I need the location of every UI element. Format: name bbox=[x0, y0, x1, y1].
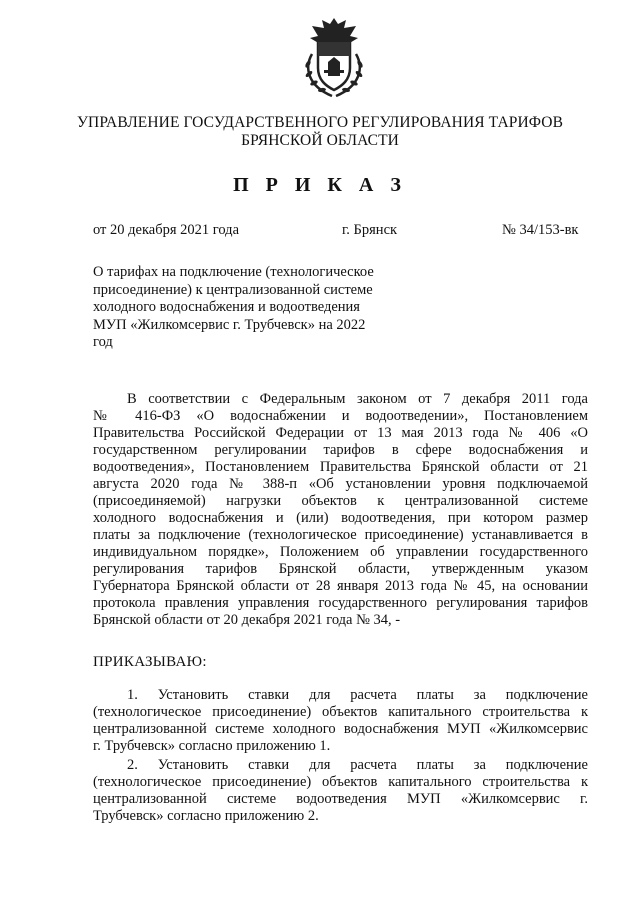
subject-line: холодного водоснабжения и водоотведения bbox=[93, 299, 360, 315]
subject-line: МУП «Жилкомсервис г. Трубчевск» на 2022 bbox=[93, 316, 366, 333]
preamble-paragraph bbox=[93, 391, 588, 629]
item-line: 2. Установить ставки для расчета платы за подключение bbox=[127, 757, 588, 773]
document-date: от 20 декабря 2021 года bbox=[93, 222, 239, 238]
order-item-2 bbox=[93, 757, 588, 825]
document-number: № 34/153-вк bbox=[502, 222, 579, 238]
preamble-line: регулирования тарифов Брянской области, утвержденным указом bbox=[93, 561, 588, 577]
document-title: П Р И К А З bbox=[233, 174, 407, 196]
preamble-line: холодного водоснабжения и (или) водоотведения, при котором размер bbox=[93, 510, 588, 526]
order-item-1 bbox=[93, 687, 588, 755]
preamble-line: В соответствии с Федеральным законом от 7 декабря 2011 года bbox=[127, 391, 588, 407]
preamble-line: августа 2020 года № 388-п «Об установлении уровня подключаемой bbox=[93, 476, 588, 492]
preamble-line: водоотведения», Постановлением Правительства Брянской области от 21 bbox=[93, 459, 588, 475]
preamble-line: № 416-ФЗ «О водоснабжении и водоотведении», Постановлением bbox=[93, 408, 588, 424]
document-subject bbox=[93, 264, 393, 352]
preamble-line: государственном регулировании тарифов в сфере водоснабжения и bbox=[93, 442, 588, 458]
order-heading: ПРИКАЗЫВАЮ: bbox=[93, 654, 207, 670]
item-line: централизованной системе холодного водоснабжения МУП «Жилкомсервис bbox=[93, 721, 588, 737]
coat-of-arms-emblem bbox=[298, 14, 370, 100]
item-line: (технологическое присоединение) объектов капитального строительства к bbox=[93, 704, 588, 720]
preamble-line: (присоединяемой) нагрузки объектов к централизованной системе bbox=[93, 493, 588, 509]
preamble-line: индивидуальном порядке», Положением об управлении государственного bbox=[93, 544, 588, 560]
preamble-line: протокола правления управления государственного регулирования тарифов bbox=[93, 595, 588, 611]
subject-line: присоединение) к централизованной системе bbox=[93, 281, 373, 298]
item-line: 1. Установить ставки для расчета платы за подключение bbox=[127, 687, 588, 703]
preamble-line: Брянской области от 20 декабря 2021 года № 34, - bbox=[93, 612, 401, 628]
subject-line: О тарифах на подключение (технологическое bbox=[93, 264, 374, 280]
item-line: централизованной системе водоотведения МУП «Жилкомсервис г. bbox=[93, 791, 588, 807]
preamble-line: платы за подключение (технологическое присоединение) устанавливается в bbox=[93, 527, 588, 543]
item-line: Трубчевск» согласно приложению 2. bbox=[93, 808, 319, 824]
preamble-line: Губернатора Брянской области от 28 января 2013 года № 45, на основании bbox=[93, 578, 588, 594]
document-city: г. Брянск bbox=[342, 222, 398, 238]
organization-name-line2: БРЯНСКОЙ ОБЛАСТИ bbox=[241, 132, 399, 149]
preamble-line: Правительства Российской Федерации от 13 мая 2013 года № 406 «О bbox=[93, 425, 588, 441]
subject-line: год bbox=[93, 334, 113, 350]
organization-name-line1: УПРАВЛЕНИЕ ГОСУДАРСТВЕННОГО РЕГУЛИРОВАНИЯ ТАРИФОВ bbox=[76, 114, 564, 131]
item-line: (технологическое присоединение) объектов капитального строительства к bbox=[93, 774, 588, 790]
item-line: г. Трубчевск» согласно приложению 1. bbox=[93, 738, 331, 754]
